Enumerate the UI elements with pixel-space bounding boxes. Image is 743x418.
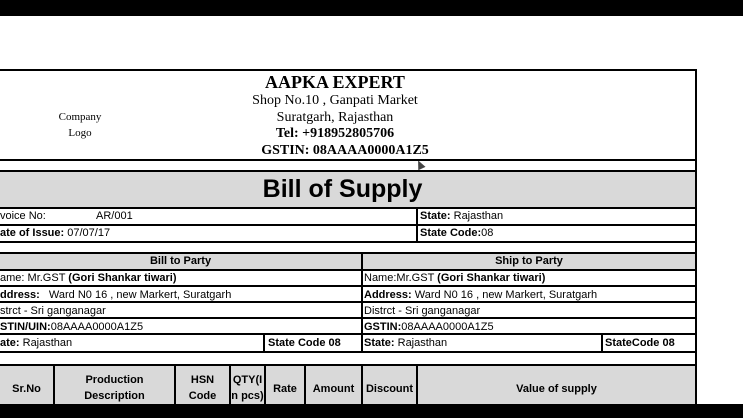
- ship-to-name: [364, 271, 545, 285]
- bill-to-district: strct - Sri ganganagar: [0, 305, 106, 317]
- invoice-state-code-label: State Code:: [420, 227, 482, 239]
- bill-to-gstin-value: 08AAAA0000A1Z5: [50, 321, 144, 333]
- company-logo-label-2: [40, 126, 120, 140]
- company-address-line2: Suratgarh, Rajasthan: [276, 110, 394, 125]
- bill-to-name-prefix: Mr.GST: [27, 272, 66, 284]
- ship-to-gstin: [364, 320, 494, 334]
- ship-to-state-code: StateCode 08: [605, 337, 675, 349]
- date-of-issue: [0, 226, 110, 240]
- ship-to-name-prefix: Mr.GST: [396, 272, 435, 284]
- border-right: [695, 69, 697, 405]
- col-sr-no: Sr.No: [12, 383, 41, 395]
- ship-to-header: Ship to Party: [495, 255, 563, 267]
- party-bottom-line: [0, 351, 697, 353]
- col-qty-2: n pcs): [231, 390, 264, 402]
- company-phone: Tel: +918952805706: [275, 126, 395, 141]
- bill-to-state-value: Rajasthan: [22, 337, 73, 349]
- col-amount: Amount: [312, 383, 355, 395]
- col-value-of-supply: Value of supply: [516, 383, 597, 395]
- ship-to-name-label: Name:: [364, 272, 397, 284]
- bill-to-state-label: ate:: [0, 337, 20, 349]
- title-top-line: [0, 170, 697, 172]
- bill-to-header: Bill to Party: [149, 255, 212, 267]
- company-logo-label: [40, 110, 120, 124]
- party-row-line-3: [0, 317, 697, 319]
- invoice-no-label: voice No:: [0, 210, 46, 222]
- ship-to-state: [364, 336, 447, 350]
- col-production-1: Production: [85, 374, 144, 386]
- company-address-line1: Shop No.10 , Ganpati Market: [252, 93, 418, 108]
- bill-to-state: [0, 336, 72, 350]
- bill-to-state-code: State Code 08: [268, 337, 341, 349]
- bill-to-name-bold: (Gori Shankar tiwari): [68, 272, 177, 284]
- company-logo-line1: Company: [58, 111, 102, 123]
- date-label: ate of Issue:: [0, 227, 65, 239]
- bill-to-address: [0, 288, 231, 302]
- col-hsn-1: HSN: [190, 374, 215, 386]
- bill-to-gstin-label: STIN/UIN:: [0, 321, 51, 333]
- col-discount: Discount: [365, 383, 414, 395]
- company-name: AAPKA EXPERT: [265, 72, 405, 92]
- col-production-2: Description: [84, 390, 145, 402]
- ship-to-gstin-label: GSTIN:: [364, 321, 402, 333]
- video-letterbox-bottom: [0, 404, 743, 418]
- date-value: 07/07/17: [67, 227, 111, 239]
- ship-to-gstin-value: 08AAAA0000A1Z5: [401, 321, 494, 333]
- col-rate: Rate: [273, 383, 297, 395]
- ship-to-district: Distrct - Sri ganganagar: [364, 305, 481, 317]
- invoice-sheet: [0, 69, 697, 405]
- bill-title: Bill of Supply: [262, 175, 423, 203]
- bill-to-gstin: [0, 320, 143, 334]
- bill-to-address-value: Ward N0 16 , new Markert, Suratgarh: [48, 289, 232, 301]
- invoice-state-label: State:: [420, 210, 451, 222]
- invoice-no-value: AR/001: [96, 210, 133, 222]
- bill-to-name: [0, 271, 177, 285]
- bill-to-name-label: ame:: [0, 272, 25, 284]
- invoice-state-value: Rajasthan: [453, 210, 504, 222]
- video-letterbox-top: [0, 0, 743, 16]
- invoice-state: [420, 209, 503, 223]
- company-gstin: GSTIN: 08AAAA0000A1Z5: [261, 143, 429, 158]
- ship-to-state-value: Rajasthan: [397, 337, 448, 349]
- header-divider: [0, 159, 697, 161]
- ship-to-address: [364, 288, 597, 302]
- invoice-state-code: [420, 226, 493, 240]
- col-qty-1: QTY(I: [232, 374, 263, 386]
- party-row-line-1: [0, 285, 697, 287]
- invoice-bottom-line: [0, 241, 697, 243]
- ship-to-state-label: State:: [364, 337, 395, 349]
- col-hsn-2: Code: [188, 390, 217, 402]
- ship-to-address-value: Ward N0 16 , new Markert, Suratgarh: [414, 289, 598, 301]
- party-row-line-2: [0, 301, 697, 303]
- party-row-line-4: [0, 333, 697, 335]
- invoice-state-code-value: 08: [481, 227, 494, 239]
- company-logo-line2: Logo: [68, 127, 92, 139]
- bill-to-address-label: ddress:: [0, 289, 40, 301]
- ship-to-address-label: Address:: [364, 289, 412, 301]
- ship-to-name-bold: (Gori Shankar tiwari): [437, 272, 546, 284]
